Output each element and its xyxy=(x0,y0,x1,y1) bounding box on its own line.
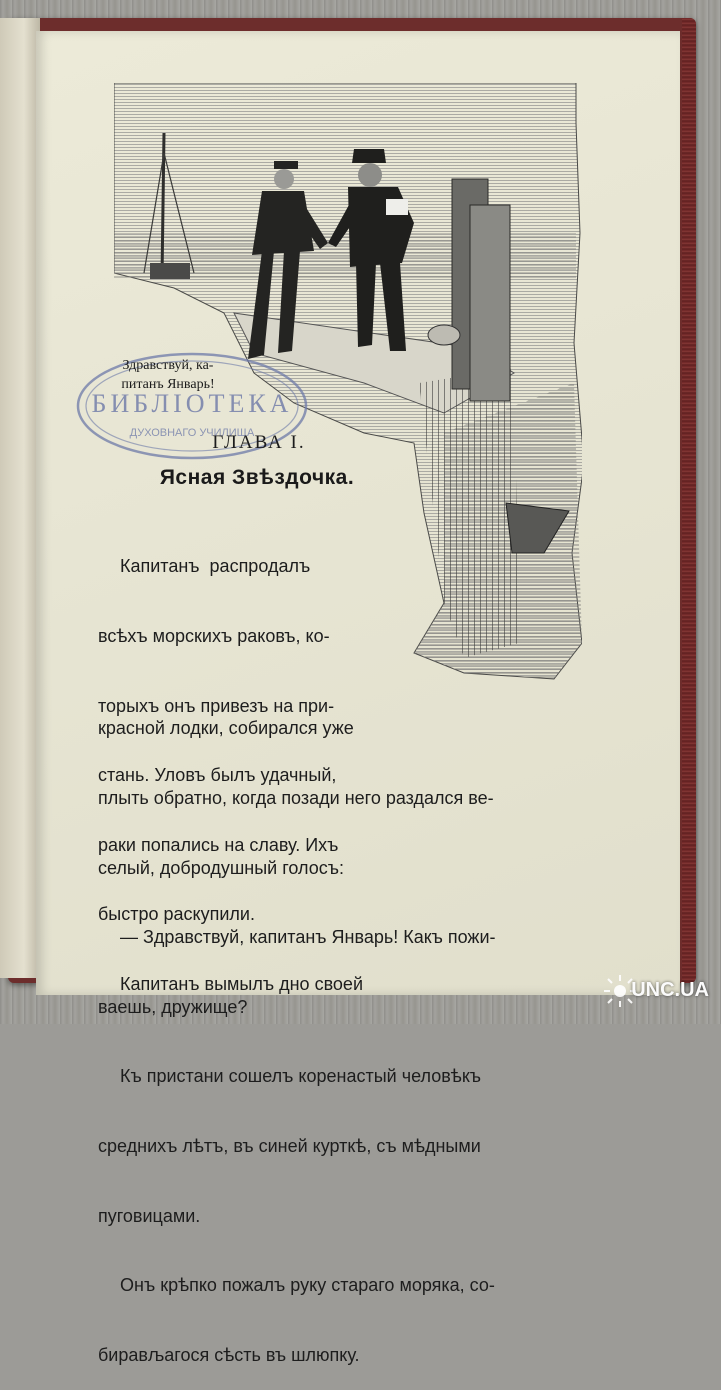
text-line: Къ пристани сошелъ коренастый человѣкъ xyxy=(120,1066,481,1087)
chapter-title: Ясная Звѣздочка. xyxy=(159,466,355,489)
watermark: UNC.UA xyxy=(631,979,709,1001)
text-line: среднихъ лѣтъ, въ синей курткѣ, съ мѣдными xyxy=(98,1136,481,1157)
caption-line: Здравствуй, ка- xyxy=(122,358,214,373)
text-line: торыхъ онъ привезъ на при- xyxy=(98,695,335,716)
text-line: плыть обратно, когда позади него раздался ве- xyxy=(98,788,494,809)
svg-text:БИБЛІОТЕКА: БИБЛІОТЕКА xyxy=(91,389,293,418)
text-line: ваешь, дружище? xyxy=(98,996,248,1017)
chapter-number: ГЛАВА I. xyxy=(212,432,306,453)
svg-text:ДУХОВНАГО УЧИЛИЩА: ДУХОВНАГО УЧИЛИЩА xyxy=(129,427,255,439)
left-page-edge xyxy=(0,18,40,978)
text-line: пуговицами. xyxy=(98,1205,201,1226)
caption-line: питанъ Январь! xyxy=(121,377,215,392)
text-line: Онъ крѣпко пожалъ руку стараго моряка, со- xyxy=(120,1275,495,1296)
text-line: стань. Уловъ былъ удачный, xyxy=(98,765,337,786)
text-line: Капитанъ вымылъ дно своей xyxy=(120,974,363,995)
text-line: Капитанъ распродалъ xyxy=(120,556,311,577)
text-line: красной лодки, собирался уже xyxy=(98,718,354,739)
text-line: всѣхъ морскихъ раковъ, ко- xyxy=(98,626,330,647)
text-line: раки попались на славу. Ихъ xyxy=(98,834,339,855)
text-line: бирављагося сѣсть въ шлюпку. xyxy=(98,1344,360,1365)
text-line: селый, добродушный голосъ: xyxy=(98,857,344,878)
cover-spine-edge xyxy=(682,18,696,983)
text-line: быстро раскупили. xyxy=(98,904,255,925)
text-line: — Здравствуй, капитанъ Январь! Какъ пожи- xyxy=(120,927,496,948)
body-text-full xyxy=(98,671,496,1390)
illustration-caption xyxy=(104,356,232,394)
